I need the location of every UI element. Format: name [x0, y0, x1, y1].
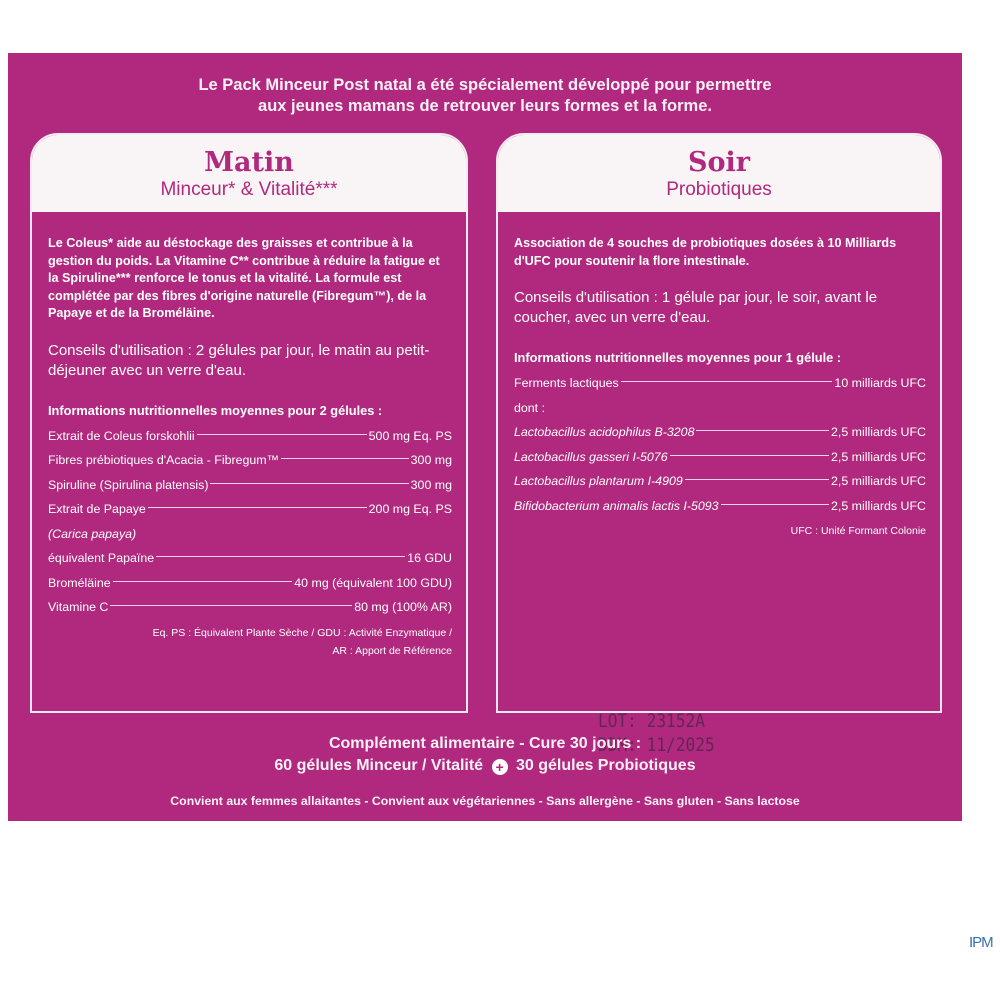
- table-row: [48, 448, 452, 473]
- table-row: [514, 371, 926, 396]
- soir-title: Soir: [688, 147, 750, 178]
- matin-footnote: [48, 624, 452, 660]
- row-label: Bifidobacterium animalis lactis I-5093: [514, 498, 719, 513]
- matin-nutrition-table: [48, 424, 452, 620]
- leader-dots: [696, 430, 829, 431]
- leader-dots: [670, 455, 829, 456]
- soir-nutrition-table: [514, 371, 926, 518]
- matin-footnote-line-1: Eq. PS : Équivalent Plante Sèche / GDU : Activité Enzymatique /: [152, 626, 452, 639]
- soir-subtitle: Probiotiques: [666, 179, 772, 200]
- table-row: [48, 522, 452, 547]
- leader-dots: [113, 581, 293, 582]
- row-label: Lactobacillus acidophilus B-3208: [514, 425, 695, 439]
- matin-body: [48, 235, 452, 660]
- matin-card: [30, 133, 468, 713]
- table-row: [514, 420, 926, 445]
- table-row: [48, 424, 452, 449]
- soir-nutrition-heading: Informations nutritionnelles moyennes pour 1 gélule :: [514, 350, 842, 365]
- row-value: 200 mg Eq. PS: [368, 502, 452, 516]
- leader-dots: [148, 507, 367, 508]
- leader-dots: [281, 458, 409, 459]
- row-label: Lactobacillus plantarum I-4909: [514, 474, 683, 488]
- row-value: 80 mg (100% AR): [354, 600, 452, 614]
- row-value: 10 milliards UFC: [834, 376, 926, 390]
- soir-footnote: UFC : Unité Formant Colonie: [790, 525, 926, 537]
- intro-line-2: aux jeunes mamans de retrouver leurs formes et la forme.: [258, 97, 712, 115]
- cure-line-1: Complément alimentaire - Cure 30 jours :: [328, 735, 642, 752]
- row-label: équivalent Papaïne: [48, 551, 155, 565]
- soir-card: [496, 133, 942, 756]
- row-label: Broméläine: [48, 575, 111, 590]
- row-value: 2,5 milliards UFC: [830, 425, 926, 439]
- table-row: [514, 494, 926, 519]
- row-value: 40 mg (équivalent 100 GDU): [294, 575, 452, 590]
- leader-dots: [110, 605, 352, 606]
- row-value: 300 mg: [410, 477, 452, 492]
- table-row: [514, 396, 926, 421]
- soir-description: Association de 4 souches de probiotiques dosées à 10 Milliards d'UFC pour soutenir la flore intestinale.: [514, 236, 897, 268]
- plus-icon: +: [492, 759, 508, 775]
- row-label: Extrait de Coleus forskohlii: [48, 428, 195, 443]
- leader-dots: [685, 479, 829, 480]
- table-row: [514, 445, 926, 470]
- table-row: [514, 469, 926, 494]
- minceur-count: 60 gélules Minceur / Vitalité: [274, 757, 484, 774]
- row-value: 500 mg Eq. PS: [368, 428, 452, 443]
- leader-dots: [197, 434, 367, 435]
- table-row: [48, 595, 452, 620]
- row-label: Ferments lactiques: [514, 376, 619, 390]
- row-label: Spiruline (Spirulina platensis): [48, 477, 209, 492]
- leader-dots: [156, 556, 405, 557]
- leader-dots: [210, 483, 408, 484]
- row-label: Vitamine C: [48, 600, 109, 614]
- cure-info: [8, 733, 962, 777]
- matin-nutrition-heading: Informations nutritionnelles moyennes pour 2 gélules :: [48, 402, 383, 418]
- row-value: 2,5 milliards UFC: [830, 449, 926, 464]
- row-label: (Carica papaya): [48, 526, 137, 541]
- lot-number: LOT: 23152A: [598, 710, 705, 732]
- row-label: Extrait de Papaye: [48, 502, 146, 516]
- leader-dots: [721, 504, 829, 505]
- matin-title: Matin: [204, 147, 294, 178]
- row-value: 16 GDU: [407, 551, 452, 565]
- probiotic-count: 30 gélules Probiotiques: [515, 757, 696, 774]
- cure-line-2: [8, 755, 962, 777]
- soir-header: [498, 135, 940, 212]
- matin-usage: Conseils d'utilisation : 2 gélules par jour, le matin au petit-déjeuner avec un verre d'eau.: [48, 341, 430, 379]
- matin-footnote-line-2: AR : Apport de Référence: [332, 644, 452, 657]
- matin-description: Le Coleus* aide au déstockage des graisses et contribue à la gestion du poids. La Vitamine C** contribue à réduire la fatigue et la Spiruline*** renforce le tonus et la vitalité. La formule est complétée par des fibres d'origine naturelle (Fibregum™), de la Papaye et de la Broméläine.: [48, 236, 440, 320]
- row-value: 2,5 milliards UFC: [830, 474, 926, 488]
- row-label: Lactobacillus gasseri I-5076: [514, 449, 668, 464]
- matin-subtitle: Minceur* & Vitalité***: [160, 179, 338, 200]
- row-value: 300 mg: [410, 453, 452, 467]
- table-row: [48, 571, 452, 596]
- row-value: 2,5 milliards UFC: [830, 498, 926, 513]
- leader-dots: [621, 381, 833, 382]
- matin-header: [32, 135, 466, 212]
- suitability-line: Convient aux femmes allaitantes - Convient aux végétariennes - Sans allergène - Sans gluten - Sans lactose: [170, 794, 800, 808]
- ipm-logo: IPM: [969, 934, 993, 951]
- intro-line-1: Le Pack Minceur Post natal a été spécialement développé pour permettre: [198, 76, 772, 94]
- ddm-date: DDM: 11/2025: [598, 734, 715, 756]
- soir-body: [514, 235, 926, 756]
- table-row: [48, 473, 452, 498]
- intro-text: [8, 75, 962, 117]
- table-row: [48, 497, 452, 522]
- package-panel: [8, 53, 962, 821]
- soir-usage: Conseils d'utilisation : 1 gélule par jour, le soir, avant le coucher, avec un verre d'eau.: [514, 289, 878, 326]
- table-row: [48, 546, 452, 571]
- row-label: Fibres prébiotiques d'Acacia - Fibregum™: [48, 453, 279, 467]
- row-label: dont :: [514, 400, 546, 415]
